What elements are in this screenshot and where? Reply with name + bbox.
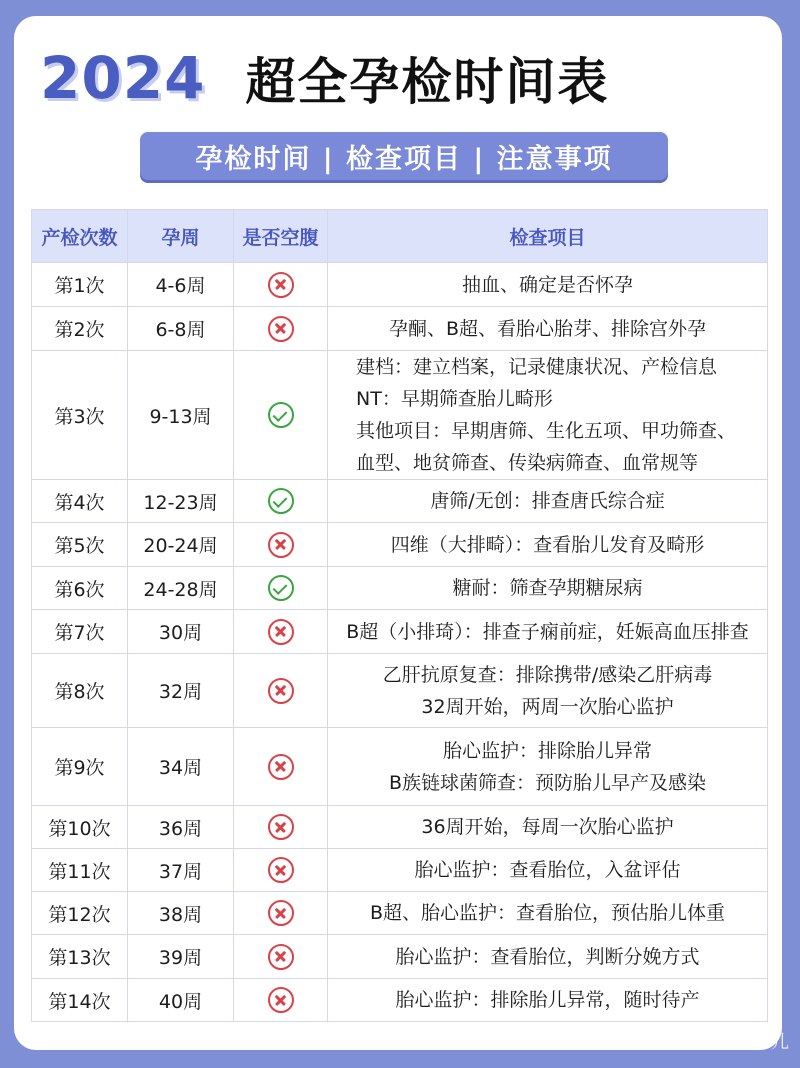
- item-line: NT：早期筛查胎儿畸形: [356, 388, 553, 410]
- item-line: 血型、地贫筛查、传染病筛查、血常规等: [356, 452, 699, 474]
- subtitle-banner: [140, 132, 668, 180]
- items-cell: [328, 935, 768, 979]
- week-cell: 6-8周: [128, 307, 234, 351]
- fasting-cell: [234, 351, 328, 480]
- fasting-cell: [234, 307, 328, 351]
- items-cell: [328, 806, 768, 849]
- fasting-cell: [234, 263, 328, 307]
- table-row: [32, 523, 768, 567]
- x-circle-icon: [268, 987, 294, 1013]
- visit-cell: 第7次: [32, 610, 128, 654]
- year-label: 2024: [40, 44, 206, 112]
- x-circle-icon: [268, 814, 294, 840]
- item-line: 四维（大排畸）：查看胎儿发育及畸形: [390, 533, 705, 556]
- visit-cell: 第13次: [32, 935, 128, 979]
- week-cell: 9-13周: [128, 351, 234, 480]
- items-cell: [328, 567, 768, 610]
- item-line: 抽血、确定是否怀孕: [461, 273, 633, 296]
- week-cell: 24-28周: [128, 567, 234, 610]
- table-body: [32, 263, 768, 1022]
- table-row: [32, 567, 768, 610]
- table-row: [32, 892, 768, 935]
- visit-cell: 第1次: [32, 263, 128, 307]
- fasting-cell: [234, 523, 328, 567]
- week-cell: 37周: [128, 849, 234, 892]
- table-row: [32, 728, 768, 806]
- visit-cell: 第4次: [32, 480, 128, 523]
- week-cell: 40周: [128, 979, 234, 1022]
- week-cell: 36周: [128, 806, 234, 849]
- week-cell: 4-6周: [128, 263, 234, 307]
- item-line: 孕酮、B超、看胎心胎芽、排除宫外孕: [388, 317, 707, 340]
- items-cell: [328, 263, 768, 307]
- item-line: B超、胎心监护：查看胎位，预估胎儿体重: [369, 902, 726, 924]
- item-line: B族链球菌筛查：预防胎儿早产及感染: [388, 771, 707, 794]
- fasting-cell: [234, 567, 328, 610]
- item-line: 唐筛/无创：排查唐氏综合症: [430, 490, 665, 512]
- x-circle-icon: [268, 316, 294, 342]
- item-line: 胎心监护：排除胎儿异常: [442, 739, 652, 762]
- items-cell: [328, 307, 768, 351]
- table-header-row: [32, 210, 768, 263]
- week-cell: 38周: [128, 892, 234, 935]
- table-row: [32, 480, 768, 523]
- items-cell: [328, 610, 768, 654]
- x-circle-icon: [268, 272, 294, 298]
- fasting-cell: [234, 892, 328, 935]
- x-circle-icon: [268, 900, 294, 926]
- visit-cell: 第6次: [32, 567, 128, 610]
- items-cell: [328, 351, 768, 480]
- item-line: 胎心监护：查看胎位，判断分娩方式: [395, 945, 700, 968]
- item-line: 胎心监护：排除胎儿异常，随时待产: [395, 989, 700, 1011]
- fasting-cell: [234, 610, 328, 654]
- fasting-cell: [234, 480, 328, 523]
- item-line: 糖耐：筛查孕期糖尿病: [452, 577, 643, 599]
- items-cell: [328, 523, 768, 567]
- week-cell: 12-23周: [128, 480, 234, 523]
- title-row: [40, 40, 617, 116]
- header-items: 检查项目: [328, 210, 768, 263]
- fasting-cell: [234, 728, 328, 806]
- visit-cell: 第9次: [32, 728, 128, 806]
- schedule-table: [31, 209, 768, 1022]
- header-fasting: 是否空腹: [234, 210, 328, 263]
- items-cell: [328, 654, 768, 728]
- page-title: 超全孕检时间表: [237, 40, 617, 116]
- table-row: [32, 979, 768, 1022]
- items-cell: [328, 480, 768, 523]
- items-cell: [328, 728, 768, 806]
- items-cell: [328, 892, 768, 935]
- items-cell: [328, 979, 768, 1022]
- table-row: [32, 307, 768, 351]
- visit-cell: 第11次: [32, 849, 128, 892]
- fasting-cell: [234, 979, 328, 1022]
- fasting-cell: [234, 849, 328, 892]
- visit-cell: 第8次: [32, 654, 128, 728]
- fasting-cell: [234, 654, 328, 728]
- x-circle-icon: [268, 532, 294, 558]
- x-circle-icon: [268, 944, 294, 970]
- visit-cell: 第5次: [32, 523, 128, 567]
- table-row: [32, 351, 768, 480]
- table-row: [32, 806, 768, 849]
- week-cell: 20-24周: [128, 523, 234, 567]
- fasting-cell: [234, 806, 328, 849]
- visit-cell: 第2次: [32, 307, 128, 351]
- table-row: [32, 935, 768, 979]
- x-circle-icon: [268, 754, 294, 780]
- item-line: 胎心监护：查看胎位，入盆评估: [414, 859, 681, 881]
- item-line: 建档：建立档案，记录健康状况、产检信息: [356, 356, 718, 378]
- visit-cell: 第3次: [32, 351, 128, 480]
- table-row: [32, 610, 768, 654]
- item-line: 36周开始，每周一次胎心监护: [421, 816, 674, 838]
- week-cell: 30周: [128, 610, 234, 654]
- fasting-cell: [234, 935, 328, 979]
- week-cell: 39周: [128, 935, 234, 979]
- table-row: [32, 263, 768, 307]
- check-circle-icon: [268, 575, 294, 601]
- watermark: IF枕边育儿: [696, 1032, 790, 1053]
- table-row: [32, 849, 768, 892]
- item-line: 乙肝抗原复查：排除携带/感染乙肝病毒: [382, 663, 713, 686]
- visit-cell: 第10次: [32, 806, 128, 849]
- item-line: 32周开始，两周一次胎心监护: [421, 695, 674, 718]
- items-cell: [328, 849, 768, 892]
- visit-cell: 第12次: [32, 892, 128, 935]
- check-circle-icon: [268, 488, 294, 514]
- item-line: B超（小排琦）：排查子痫前症，妊娠高血压排查: [346, 620, 749, 643]
- x-circle-icon: [268, 678, 294, 704]
- header-week: 孕周: [128, 210, 234, 263]
- week-cell: 34周: [128, 728, 234, 806]
- header-visit: 产检次数: [32, 210, 128, 263]
- check-circle-icon: [268, 402, 294, 428]
- x-circle-icon: [268, 857, 294, 883]
- subtitle-text: 孕检时间 | 检查项目 | 注意事项: [195, 143, 613, 175]
- item-line: 其他项目：早期唐筛、生化五项、甲功筛查、: [356, 420, 737, 442]
- week-cell: 32周: [128, 654, 234, 728]
- x-circle-icon: [268, 619, 294, 645]
- table-row: [32, 654, 768, 728]
- visit-cell: 第14次: [32, 979, 128, 1022]
